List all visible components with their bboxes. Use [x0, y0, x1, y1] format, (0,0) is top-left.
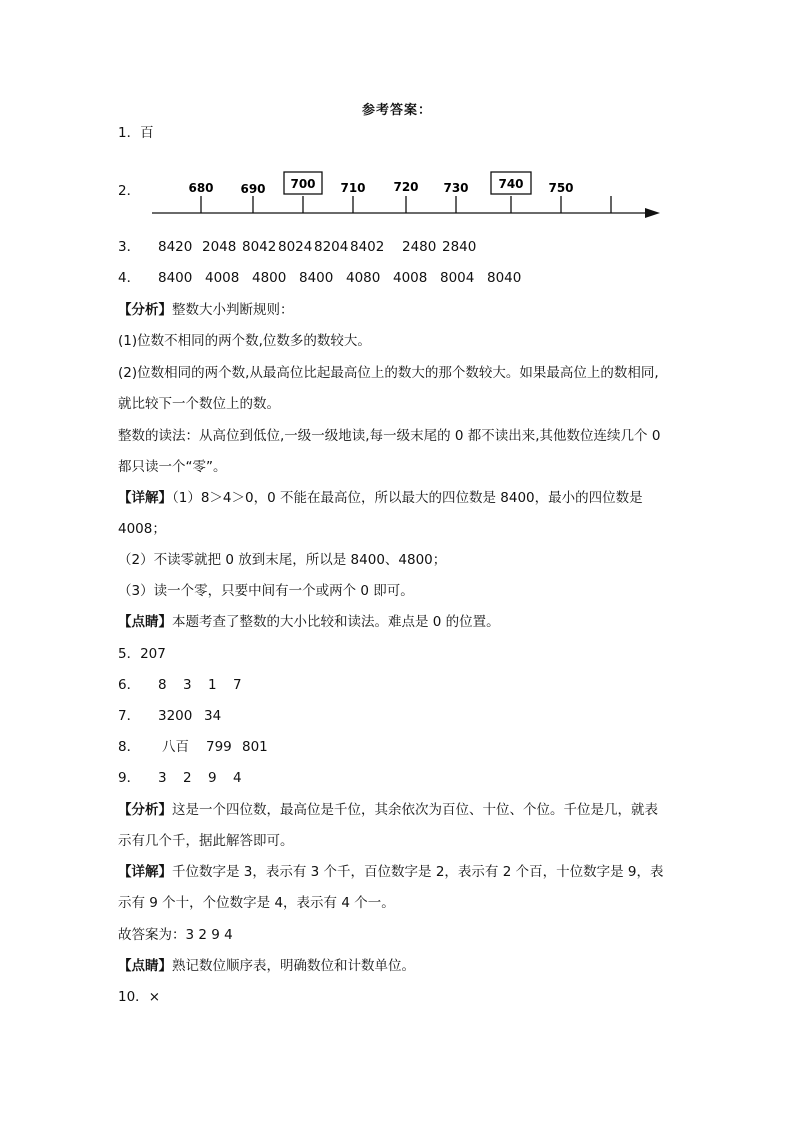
answer-value: 34 [204, 708, 222, 724]
key-point-tag: 【点睛】 [118, 958, 172, 974]
answer-value: 8040 [487, 270, 522, 286]
answer-value: 4 [233, 770, 242, 786]
answer-7 [118, 707, 221, 725]
analysis-2-line-2: 示有几个千，据此解答即可。 [118, 833, 294, 849]
number-line [140, 168, 670, 228]
tick-label: 720 [393, 180, 419, 194]
answer-5 [118, 645, 166, 663]
tick-label: 730 [443, 181, 469, 195]
answer-text: × [148, 989, 160, 1005]
answer-6 [118, 676, 242, 694]
answer-value: 8400 [299, 270, 334, 286]
number-line-graphic [140, 168, 670, 228]
answer-value: 8400 [158, 270, 193, 286]
answer-value: 8204 [314, 239, 349, 255]
detail-2-line-2: 示有 9 个十，个位数字是 4，表示有 4 个一。 [118, 895, 395, 911]
question-number: 1． [118, 125, 141, 141]
answer-value: 801 [242, 739, 268, 755]
question-number: 7． [118, 708, 141, 724]
detail-text: （1）8＞4＞0，0 不能在最高位，所以最大的四位数是 8400，最小的四位数是 [172, 490, 643, 506]
answer-value: 8024 [278, 239, 313, 255]
question-number: 9． [118, 770, 141, 786]
answer-value: 八百 [162, 739, 189, 755]
answer-value: 799 [206, 739, 232, 755]
rule-2-line-2: 就比较下一个数位上的数。 [118, 396, 280, 412]
rule-1: (1)位数不相同的两个数,位数多的数较大。 [118, 333, 371, 349]
answer-value: 8 [158, 677, 167, 693]
answer-3 [118, 238, 476, 256]
answer-value: 9 [208, 770, 217, 786]
question-number: 3． [118, 239, 141, 255]
answer-2-number: 2． [118, 183, 141, 199]
page-title: 参考答案： [361, 103, 432, 118]
answer-value: 2480 [402, 239, 437, 255]
answer-value: 4008 [205, 270, 240, 286]
detail-line-3: （2）不读零就把 0 放到末尾，所以是 8400、4800； [118, 552, 447, 568]
answer-value: 3200 [158, 708, 193, 724]
answer-9 [118, 769, 242, 787]
answer-value: 3 [158, 770, 167, 786]
answer-value: 8420 [158, 239, 193, 255]
arrow-right-icon [645, 208, 660, 218]
rule-2-line-1: (2)位数相同的两个数,从最高位比起最高位上的数大的那个数较大。如果最高位上的数相同, [118, 365, 659, 381]
question-number: 4． [118, 270, 141, 286]
answer-8 [118, 738, 268, 756]
key-point-text: 熟记数位顺序表，明确数位和计数单位。 [172, 958, 415, 974]
answer-text: 207 [140, 646, 166, 662]
tick-label: 740 [498, 177, 524, 191]
tick-label: 710 [340, 181, 366, 195]
answer-4 [118, 269, 521, 287]
analysis-tag: 【分析】 [118, 302, 172, 318]
answer-value: 2840 [442, 239, 477, 255]
answer-value: 4008 [393, 270, 428, 286]
reading-rule-line-1: 整数的读法：从高位到低位,一级一级地读,每一级末尾的 0 都不读出来,其他数位连续几个 0 [118, 428, 661, 444]
answer-value: 4800 [252, 270, 287, 286]
tick-label: 700 [290, 177, 316, 191]
key-point-text: 本题考查了整数的大小比较和读法。难点是 0 的位置。 [172, 614, 500, 630]
answer-value: 2048 [202, 239, 237, 255]
question-number: 5． [118, 646, 141, 662]
tick-label: 680 [188, 181, 214, 195]
answer-1 [118, 124, 154, 142]
question-number: 8． [118, 739, 141, 755]
answer-value: 8402 [350, 239, 385, 255]
final-answer: 故答案为：3 2 9 4 [118, 927, 233, 943]
reading-rule-line-2: 都只读一个“零”。 [118, 459, 227, 475]
answer-value: 2 [183, 770, 192, 786]
analysis-text: 这是一个四位数，最高位是千位，其余依次为百位、十位、个位。千位是几，就表 [172, 802, 658, 818]
key-point-tag: 【点睛】 [118, 614, 172, 630]
tick-label: 690 [240, 182, 266, 196]
key-point-1 [118, 613, 500, 631]
detail-line-1 [118, 489, 643, 507]
answer-value: 7 [233, 677, 242, 693]
answer-value: 4080 [346, 270, 381, 286]
answer-text: 百 [140, 125, 154, 141]
detail-line-4: （3）读一个零，只要中间有一个或两个 0 即可。 [118, 583, 414, 599]
answer-value: 3 [183, 677, 192, 693]
tick-label: 750 [548, 181, 574, 195]
key-point-2 [118, 957, 415, 975]
analysis-text: 整数大小判断规则： [172, 302, 294, 318]
detail-text: 千位数字是 3，表示有 3 个千，百位数字是 2，表示有 2 个百，十位数字是 9，表 [172, 864, 664, 880]
analysis-2-line-1 [118, 801, 658, 819]
answer-value: 1 [208, 677, 217, 693]
detail-2-line-1 [118, 863, 663, 881]
question-number: 6． [118, 677, 141, 693]
detail-tag: 【详解】 [118, 490, 172, 506]
answer-value: 8004 [440, 270, 475, 286]
answer-10 [118, 988, 160, 1006]
analysis-heading [118, 301, 294, 319]
analysis-tag: 【分析】 [118, 802, 172, 818]
detail-line-2: 4008； [118, 521, 166, 537]
question-number: 10． [118, 989, 149, 1005]
detail-tag: 【详解】 [118, 864, 172, 880]
answer-value: 8042 [242, 239, 277, 255]
